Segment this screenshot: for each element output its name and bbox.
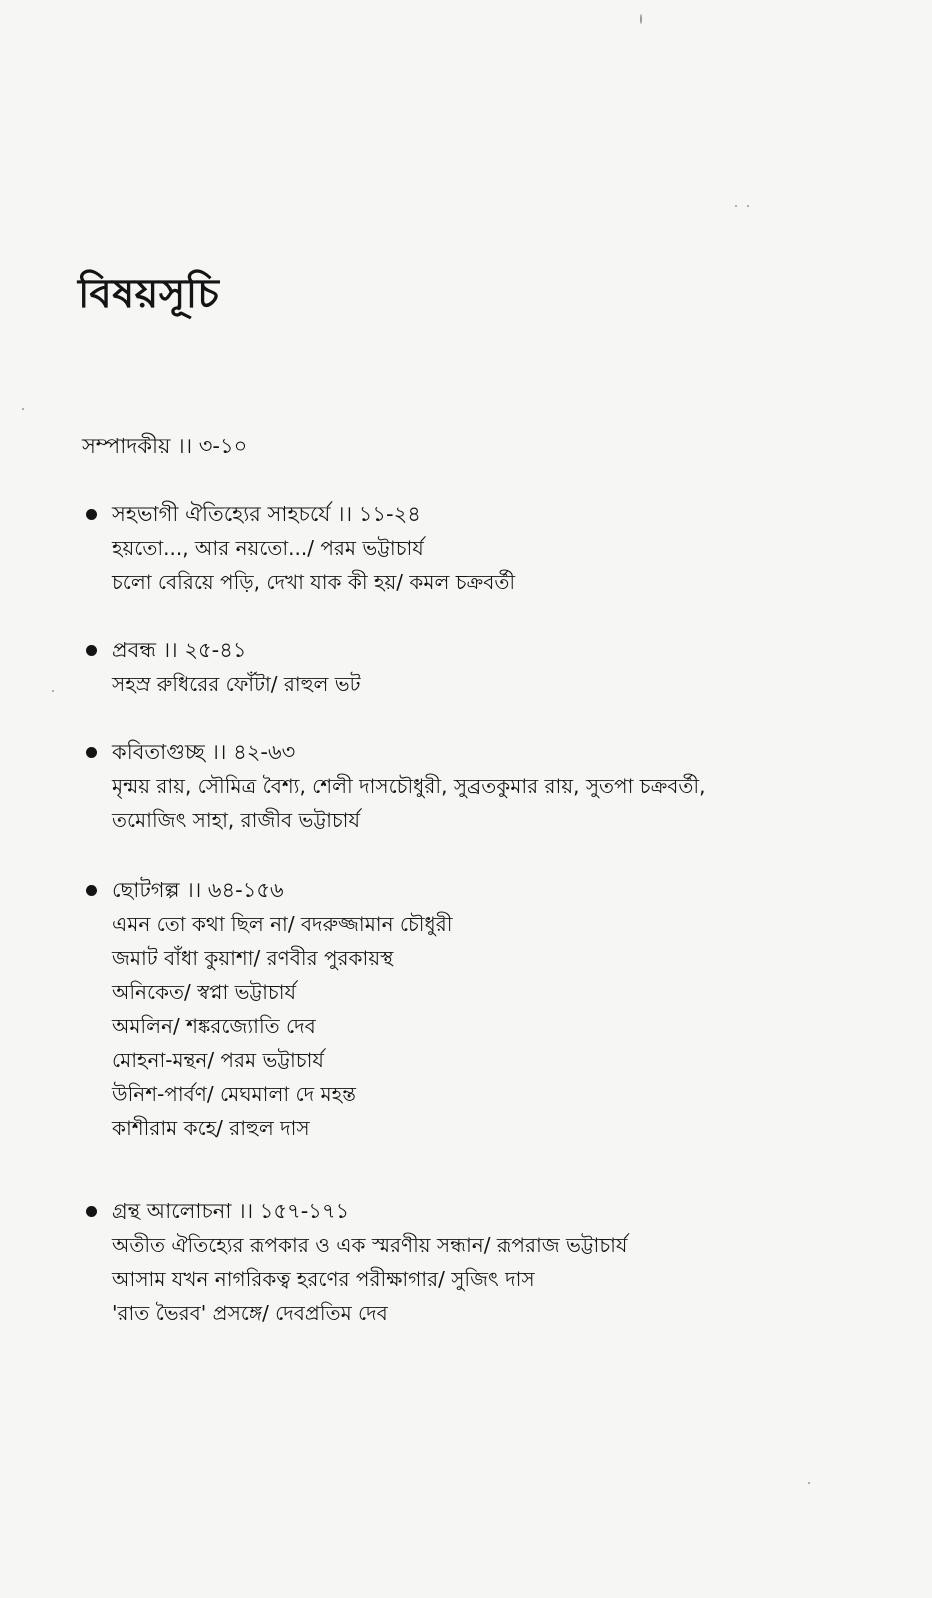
paper-speck — [22, 408, 24, 410]
list-item: এমন তো কথা ছিল না/ বদরুজ্জামান চৌধুরী — [112, 912, 453, 936]
list-item: জমাট বাঁধা কুয়াশা/ রণবীর পুরকায়স্থ — [112, 946, 394, 970]
list-item: তমোজিৎ সাহা, রাজীব ভট্টাচার্য — [112, 808, 360, 832]
section-heading — [82, 873, 882, 907]
paper-speck — [747, 205, 749, 207]
section-heading-text: গ্রন্থ আলোচনা ।। ১৫৭-১৭১ — [112, 1199, 350, 1223]
section-heading-text: ছোটগল্প ।। ৬৪-১৫৬ — [112, 878, 284, 902]
editorial-entry: সম্পাদকীয় ।। ৩-১০ — [82, 434, 248, 458]
list-item: সহস্র রুধিরের ফোঁটা/ রাহুল ভট — [112, 672, 361, 696]
list-item: আসাম যখন নাগরিকত্ব হরণের পরীক্ষাগার/ সুজিৎ দাস — [112, 1267, 535, 1291]
section-heading-text: কবিতাগুচ্ছ ।। ৪২-৬৩ — [112, 740, 296, 764]
page-title: বিষয়সূচি — [78, 271, 220, 317]
section-item-list — [82, 769, 882, 837]
list-item: অতীত ঐতিহ্যের রূপকার ও এক স্মরণীয় সন্ধান/ রূপরাজ ভট্টাচার্য — [112, 1233, 628, 1257]
section-heading — [82, 735, 882, 769]
section-item-list — [82, 667, 882, 701]
bullet-icon — [86, 509, 97, 520]
bullet-icon — [86, 747, 97, 758]
bullet-icon — [86, 885, 97, 896]
paper-speck — [735, 205, 737, 207]
list-item: হয়তো..., আর নয়তো.../ পরম ভট্টাচার্য — [112, 536, 424, 560]
section-heading — [82, 497, 882, 531]
section-heading-text: প্রবন্ধ ।। ২৫-৪১ — [112, 638, 247, 662]
section-heading — [82, 1194, 882, 1228]
section-item-list — [82, 531, 882, 599]
contents-section — [82, 873, 882, 1145]
list-item: 'রাত ভৈরব' প্রসঙ্গে/ দেবপ্রতিম দেব — [112, 1301, 388, 1325]
contents-section — [82, 1194, 882, 1330]
section-heading — [82, 633, 882, 667]
list-item: উনিশ-পার্বণ/ মেঘমালা দে মহন্ত — [112, 1082, 356, 1106]
contents-section — [82, 497, 882, 599]
contents-section — [82, 735, 882, 837]
list-item: মৃন্ময় রায়, সৌমিত্র বৈশ্য, শেলী দাসচৌধুরী, সুব্রতকুমার রায়, সুতপা চক্রবর্তী, — [112, 774, 706, 798]
section-heading-text: সহভাগী ঐতিহ্যের সাহচর্যে ।। ১১-২৪ — [112, 502, 421, 526]
list-item: মোহনা-মন্থন/ পরম ভট্টাচার্য — [112, 1048, 324, 1072]
section-item-list — [82, 907, 882, 1145]
paper-speck — [640, 14, 642, 24]
contents-section — [82, 633, 882, 701]
list-item: অমলিন/ শঙ্করজ্যোতি দেব — [112, 1014, 316, 1038]
paper-speck — [52, 690, 54, 692]
list-item: চলো বেরিয়ে পড়ি, দেখা যাক কী হয়/ কমল চক্রবর্তী — [112, 570, 516, 594]
paper-speck — [808, 1482, 810, 1484]
list-item: কাশীরাম কহে/ রাহুল দাস — [112, 1116, 310, 1140]
list-item: অনিকেত/ স্বপ্না ভট্টাচার্য — [112, 980, 297, 1004]
bullet-icon — [86, 1206, 97, 1217]
bullet-icon — [86, 645, 97, 656]
section-item-list — [82, 1228, 882, 1330]
